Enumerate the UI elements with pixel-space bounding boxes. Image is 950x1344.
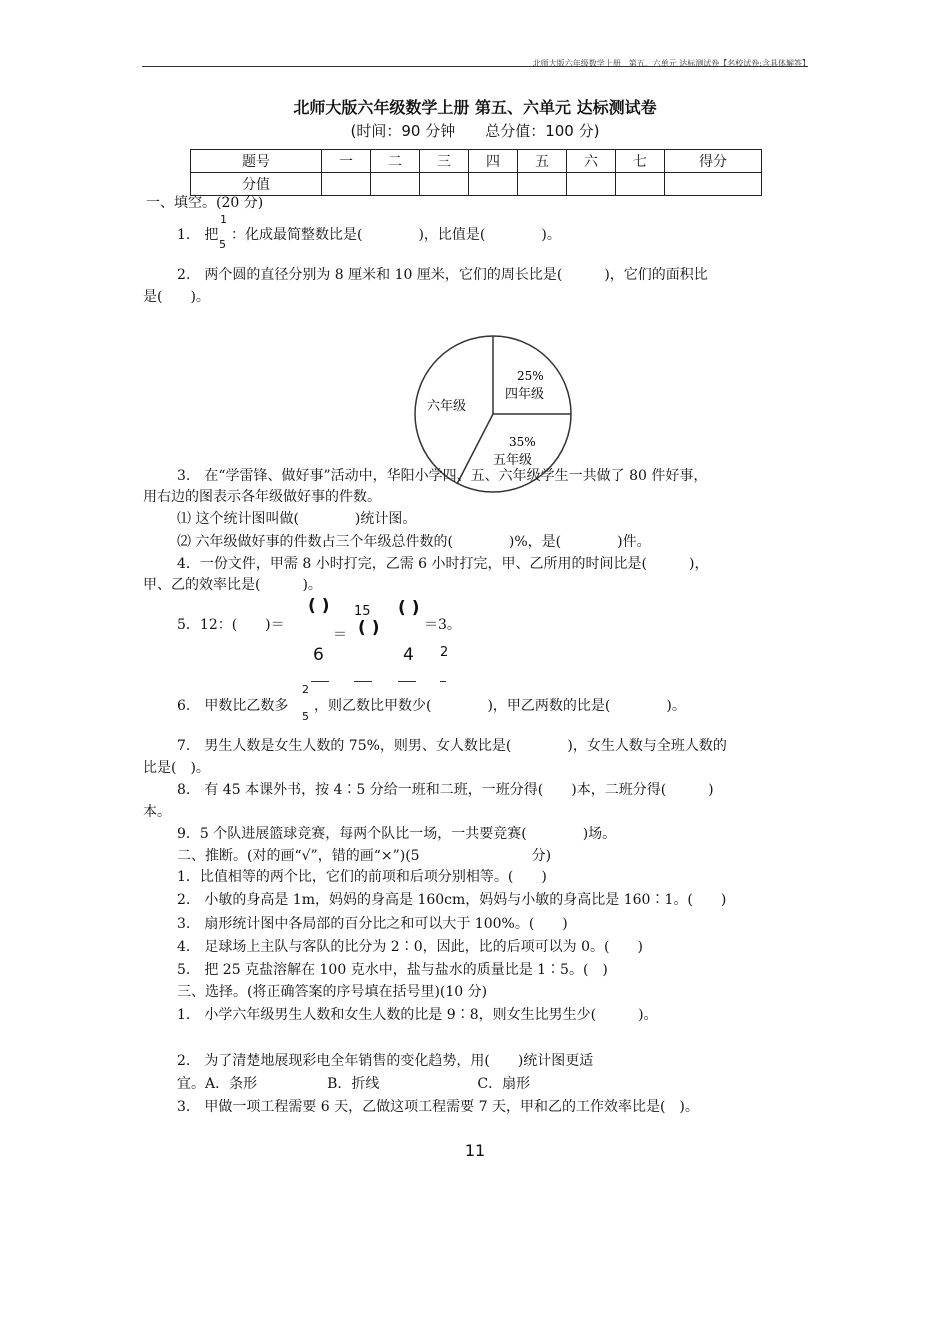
question-text: 比是( )。 xyxy=(143,760,210,776)
question-text: 是( )。 xyxy=(143,289,210,305)
score-cell: 题号 xyxy=(191,150,322,173)
question-text: ⑴ 这个统计图叫做( )统计图。 xyxy=(177,511,417,527)
score-table xyxy=(190,149,762,196)
fraction-numerator: 2 xyxy=(302,683,309,696)
fraction-denominator: 5 xyxy=(302,710,309,723)
question-text: 3. 在“学雷锋、做好事”活动中，华阳小学四、五、六年级学生一共做了 80 件好事， xyxy=(177,468,708,484)
question-text: 5. 把 25 克盐溶解在 100 克水中，盐与盐水的质量比是 1∶5。( ) xyxy=(177,962,608,978)
fraction-bar xyxy=(440,681,446,682)
question-text: 2. 两个圆的直径分别为 8 厘米和 10 厘米，它们的周长比是( )，它们的面积比 xyxy=(177,267,708,283)
score-cell xyxy=(371,173,420,196)
question-text: 1. 把 xyxy=(177,227,219,243)
page-title: 北师大版六年级数学上册 第五、六单元 达标测试卷 xyxy=(293,98,657,117)
pie-label-grade4-pct: 25% xyxy=(517,369,544,383)
score-cell xyxy=(322,173,371,196)
question-text: 用右边的图表示各年级做好事的件数。 xyxy=(143,489,381,505)
fraction-denominator: 5 xyxy=(219,238,226,251)
section-heading: 一、填空。(20 分) xyxy=(146,195,264,211)
score-cell: 三 xyxy=(420,150,469,173)
question-text: 甲、乙的效率比是( )。 xyxy=(143,577,322,593)
question-text: 2. 小敏的身高是 1m，妈妈的身高是 160cm，妈妈与小敏的身高比是 160∶1。( ) xyxy=(177,892,727,908)
pie-label-grade5: 五年级 xyxy=(493,453,533,468)
score-cell: 七 xyxy=(616,150,665,173)
score-cell xyxy=(665,173,762,196)
score-cell: 六 xyxy=(567,150,616,173)
score-cell xyxy=(469,173,518,196)
question-text: 7. 男生人数是女生人数的 75%，则男、女人数比是( )，女生人数与全班人数的 xyxy=(177,738,727,754)
section-heading: 三、选择。(将正确答案的序号填在括号里)(10 分) xyxy=(177,984,488,1000)
question-text: 本。 xyxy=(143,804,171,820)
running-header: 北师大版六年级数学上册 第五、六单元 达标测试卷【名校试卷:含具体解答】 xyxy=(532,59,810,68)
equals-sign: ＝ xyxy=(333,627,347,643)
score-cell: 五 xyxy=(518,150,567,173)
question-text: 宜。A．条形 B．折线 C．扇形 xyxy=(177,1076,531,1092)
question-text: 4. 足球场上主队与客队的比分为 2∶0，因此，比的后项可以为 0。( ) xyxy=(177,939,643,955)
score-cell xyxy=(567,173,616,196)
question-text: 9．5 个队进展篮球竞赛，每两个队比一场，一共要竞赛( )场。 xyxy=(177,826,617,842)
question-text: 1．比值相等的两个比，它们的前项和后项分别相等。( ) xyxy=(177,869,547,885)
score-table-header-row xyxy=(191,150,762,173)
score-cell: 四 xyxy=(469,150,518,173)
question-text: ：化成最简整数比是( )，比值是( )。 xyxy=(231,227,561,243)
question-text: ，则乙数比甲数少( )，甲乙两数的比是( )。 xyxy=(314,698,686,714)
pie-label-grade6: 六年级 xyxy=(427,399,467,414)
blank-paren: ( ) xyxy=(398,598,420,618)
fraction-bar xyxy=(354,681,372,682)
pie-label-grade4: 四年级 xyxy=(505,387,545,402)
fraction-bar xyxy=(398,681,416,682)
page-subtitle: (时间：90 分钟 总分值：100 分) xyxy=(350,122,600,140)
score-cell xyxy=(420,173,469,196)
question-text: 6. 甲数比乙数多 xyxy=(177,698,289,714)
score-cell: 一 xyxy=(322,150,371,173)
question-text: 3. 扇形统计图中各局部的百分比之和可以大于 100%。( ) xyxy=(177,916,568,932)
page-number: 11 xyxy=(464,1141,486,1160)
question-text: 3. 甲做一项工程需要 6 天，乙做这项工程需要 7 天，甲和乙的工作效率比是( )。 xyxy=(177,1099,699,1115)
score-table-value-row xyxy=(191,173,762,196)
blank-paren: ( ) xyxy=(358,618,380,638)
score-cell xyxy=(616,173,665,196)
score-cell: 二 xyxy=(371,150,420,173)
score-cell xyxy=(518,173,567,196)
fraction-bar xyxy=(311,681,329,682)
score-row-label: 分值 xyxy=(191,173,322,196)
blank-paren: ( ) xyxy=(308,596,330,616)
question-text: 8. 有 45 本课外书，按 4∶5 分给一班和二班，一班分得( )本，二班分得( ) xyxy=(177,782,714,798)
fraction-numerator: 1 xyxy=(220,213,227,226)
score-cell: 得分 xyxy=(665,150,762,173)
question-text: ⑵ 六年级做好事的件数占三个年级总件数的( )%，是( )件。 xyxy=(177,534,651,550)
denominator-6: 6 xyxy=(313,645,324,665)
question-text: 5．12：( )＝ xyxy=(177,617,285,633)
denominator-2: 2 xyxy=(440,645,449,660)
question-text: 2. 为了清楚地展现彩电全年销售的变化趋势，用( )统计图更适 xyxy=(177,1053,594,1069)
question-text: ＝3。 xyxy=(424,617,461,633)
question-text: 1. 小学六年级男生人数和女生人数的比是 9∶8，则女生比男生少( )。 xyxy=(177,1007,658,1023)
number-15: 15 xyxy=(354,604,371,619)
question-text: 4．一份文件，甲需 8 小时打完，乙需 6 小时打完，甲、乙所用的时间比是( )， xyxy=(177,556,709,572)
section-heading: 二、推断。(对的画“√”，错的画“×”)(5 分) xyxy=(177,848,552,864)
denominator-4: 4 xyxy=(403,645,414,665)
pie-label-grade5-pct: 35% xyxy=(509,435,536,449)
